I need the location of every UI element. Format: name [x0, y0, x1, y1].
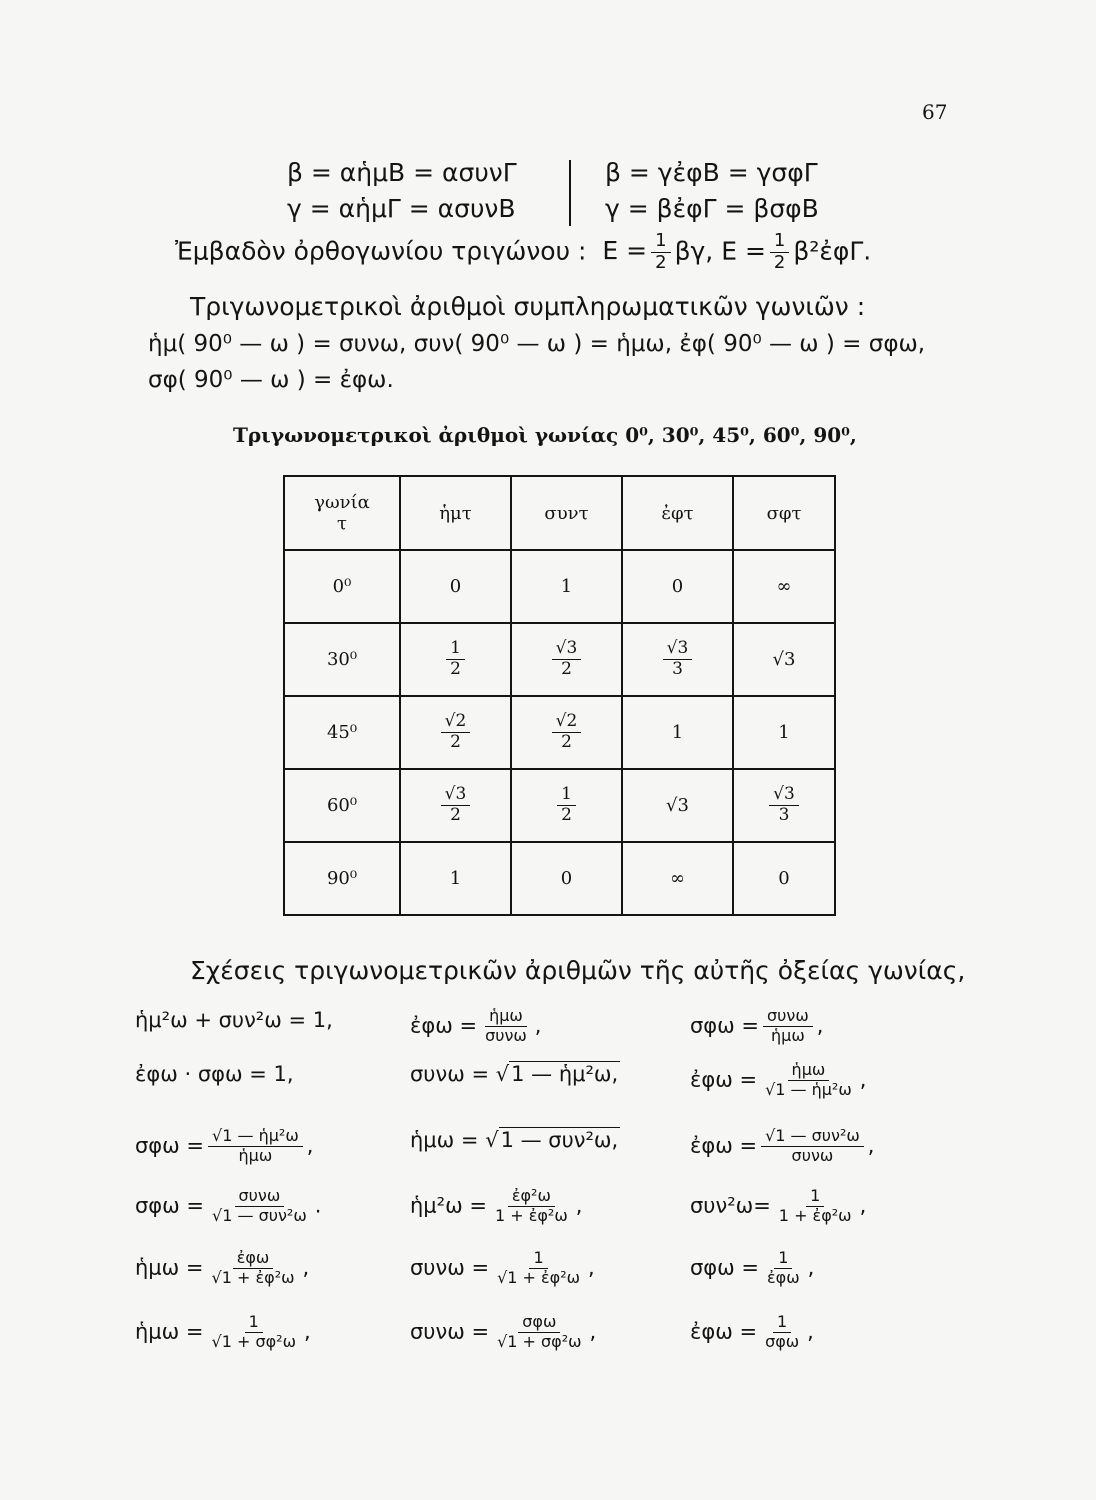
divider-line	[569, 160, 571, 226]
table-title: Τριγωνομετρικοὶ ἀριθμοὶ γωνίας 0⁰, 30⁰, 45⁰, 60⁰, 90⁰,	[233, 423, 857, 447]
table-cell: 1	[622, 696, 733, 769]
row-angle: 90⁰	[284, 842, 400, 915]
area-e1-frac: $\frac{1}{2}$	[651, 232, 670, 273]
table-cell: $\frac{√3}{3}$	[733, 769, 835, 842]
complementary-line-2: σφ( 90⁰ — ω ) = ἐφω.	[148, 367, 394, 393]
table-row	[284, 769, 835, 842]
identity-formula: ἡμω = $\frac{\text{ἐφω}}{\text{√1 + ἐφ²ω}}$ ,	[135, 1248, 310, 1287]
table-cell: $\frac{1}{2}$	[511, 769, 622, 842]
header-col: ἡμτ	[400, 476, 511, 550]
relations-heading: Σχέσεις τριγωνομετρικῶν ἀριθμῶν τῆς αὐτῆς ὀξείας γωνίας,	[190, 956, 966, 985]
table-row	[284, 842, 835, 915]
area-formula	[175, 232, 871, 273]
row-angle: 60⁰	[284, 769, 400, 842]
complementary-line-1: ἡμ( 90⁰ — ω ) = συνω, συν( 90⁰ — ω ) = ἡμω, ἐφ( 90⁰ — ω ) = σφω,	[148, 331, 926, 357]
sides-left-line-1: β = αἡμΒ = ασυνΓ	[287, 158, 517, 187]
table-cell: $\frac{1}{2}$	[400, 623, 511, 696]
table-cell: ∞	[733, 550, 835, 623]
identity-formula: συνω = $\frac{1}{\text{√1 + ἐφ²ω}}$ ,	[410, 1248, 595, 1287]
identity-formula: ἐφω = $\frac{\text{ἡμω}}{\text{συνω}}$ ,	[410, 1006, 542, 1045]
table-cell: 1	[400, 842, 511, 915]
header-col: ἐφτ	[622, 476, 733, 550]
table-cell: $\frac{√3}{3}$	[622, 623, 733, 696]
table-cell: 0	[511, 842, 622, 915]
table-cell: 0	[400, 550, 511, 623]
area-e1-lhs: Ε =	[602, 236, 648, 266]
identity-formula: ἐφω = $\frac{\text{ἡμω}}{\text{√1 — ἡμ²ω}}$ ,	[690, 1060, 867, 1099]
identity-formula: ἡμω = $\frac{1}{\text{√1 + σφ²ω}}$ ,	[135, 1312, 311, 1351]
sides-left-line-2: γ = αἡμΓ = ασυνΒ	[287, 194, 516, 223]
table-cell: √3	[622, 769, 733, 842]
complementary-heading: Τριγωνομετρικοὶ ἀριθμοὶ συμπληρωματικῶν γωνιῶν :	[190, 292, 866, 321]
identity-formula: σφω = $\frac{1}{\text{ἐφω}}$ ,	[690, 1248, 815, 1287]
row-angle: 30⁰	[284, 623, 400, 696]
table-cell: 0	[733, 842, 835, 915]
table-cell: $\frac{√2}{2}$	[400, 696, 511, 769]
row-angle: 0⁰	[284, 550, 400, 623]
identity-formula: ἡμω = √1 — συν²ω,	[410, 1128, 619, 1152]
area-e2-frac: $\frac{1}{2}$	[770, 232, 789, 273]
table-cell: ∞	[622, 842, 733, 915]
identity-formula: συνω = $\frac{\text{σφω}}{\text{√1 + σφ²ω}}$ ,	[410, 1312, 597, 1351]
table-cell: √3	[733, 623, 835, 696]
table-cell: 0	[622, 550, 733, 623]
table-row	[284, 696, 835, 769]
identity-formula: ἐφω = $\frac{1}{\text{σφω}}$ ,	[690, 1312, 814, 1351]
identity-formula: ἐφω = $\frac{\text{√1 — συν²ω}}{\text{συνω}}$ ,	[690, 1126, 875, 1165]
table-cell: 1	[511, 550, 622, 623]
table-row	[284, 550, 835, 623]
area-e2-rhs: β²ἐφΓ.	[793, 236, 872, 266]
header-col: σφτ	[733, 476, 835, 550]
table-cell: $\frac{√3}{2}$	[400, 769, 511, 842]
page-number: 67	[922, 100, 948, 124]
header-col: συντ	[511, 476, 622, 550]
table-cell: $\frac{√3}{2}$	[511, 623, 622, 696]
area-e1-rhs: βγ,	[674, 236, 714, 266]
identity-formula: συν²ω= $\frac{1}{\text{1 + ἐφ²ω}}$ ,	[690, 1186, 867, 1225]
table-cell: $\frac{√2}{2}$	[511, 696, 622, 769]
trig-table-body	[284, 550, 835, 915]
sides-right-line-2: γ = βἐφΓ = βσφΒ	[605, 194, 819, 223]
identity-formula: ἐφω · σφω = 1,	[135, 1062, 294, 1086]
identity-formula: σφω = $\frac{\text{√1 — ἡμ²ω}}{\text{ἡμω}}$ ,	[135, 1126, 314, 1165]
identity-formula: ἡμ²ω + συν²ω = 1,	[135, 1008, 333, 1032]
identity-formula: σφω = $\frac{\text{συνω}}{\text{√1 — συν²ω}}$ .	[135, 1186, 322, 1225]
table-cell: 1	[733, 696, 835, 769]
trig-table	[283, 475, 836, 916]
area-label: Ἐμβαδὸν ὀρθογωνίου τριγώνου :	[175, 236, 587, 266]
sides-right-line-1: β = γἐφΒ = γσφΓ	[605, 158, 818, 187]
identity-formula: συνω = √1 — ἡμ²ω,	[410, 1062, 619, 1086]
identity-formula: ἡμ²ω = $\frac{\text{ἐφ²ω}}{\text{1 + ἐφ²ω}}$ ,	[410, 1186, 583, 1225]
area-e2-lhs: Ε =	[721, 236, 766, 266]
header-angle: γωνία τ	[284, 476, 400, 550]
row-angle: 45⁰	[284, 696, 400, 769]
table-row	[284, 623, 835, 696]
identity-formula: σφω = $\frac{\text{συνω}}{\text{ἡμω}}$ ,	[690, 1006, 824, 1045]
